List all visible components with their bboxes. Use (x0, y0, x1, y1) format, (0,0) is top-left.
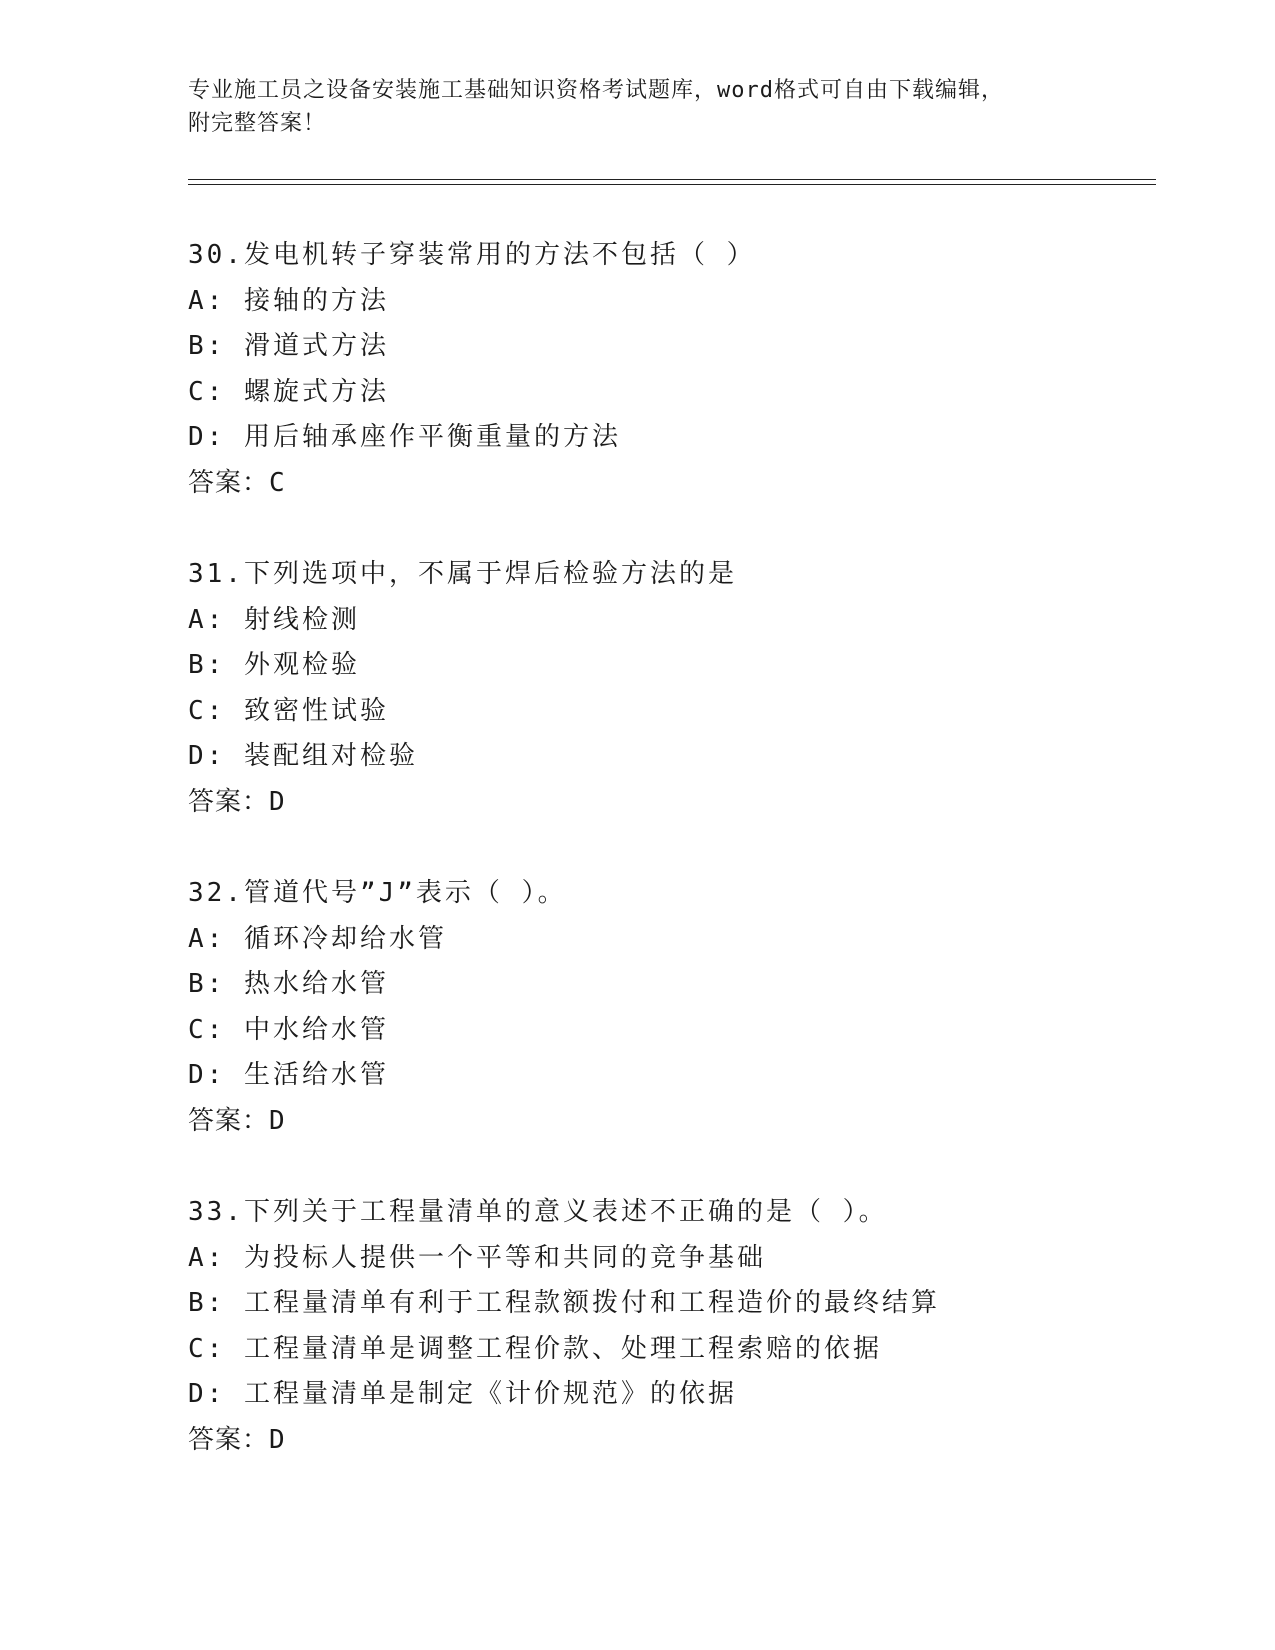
answer-line (188, 461, 1156, 507)
option-a: A: 循环冷却给水管 (188, 923, 447, 954)
option-c: C: 致密性试验 (188, 695, 389, 726)
question-block (188, 552, 1156, 825)
option-a: A: 接轴的方法 (188, 285, 389, 316)
answer-value: C (269, 467, 286, 498)
question-block (188, 871, 1156, 1144)
option-d: D: 用后轴承座作平衡重量的方法 (188, 422, 621, 452)
question-block (188, 233, 1156, 506)
option-d: D: 工程量清单是制定《计价规范》的依据 (188, 1379, 737, 1409)
option-b: B: 外观检验 (188, 650, 360, 680)
question-stem: 31.下列选项中，不属于焊后检验方法的是 (188, 559, 737, 589)
answer-value: D (269, 1424, 286, 1455)
option-b: B: 滑道式方法 (188, 331, 389, 361)
answer-label: 答案： (188, 786, 270, 817)
header-line-2: 附完整答案！ (188, 111, 327, 136)
answer-line (188, 1099, 1156, 1145)
header-line-1: 专业施工员之设备安装施工基础知识资格考试题库，word格式可自由下载编辑， (188, 78, 1004, 103)
question-block (188, 1190, 1156, 1463)
question-stem: 32.管道代号”J”表示（ ）。 (188, 878, 567, 908)
option-c: C: 中水给水管 (188, 1014, 389, 1045)
answer-label: 答案： (188, 1105, 270, 1136)
option-b: B: 热水给水管 (188, 969, 389, 999)
answer-line (188, 780, 1156, 826)
answer-value: D (269, 1105, 286, 1136)
question-stem: 30.发电机转子穿装常用的方法不包括（ ） (188, 240, 756, 270)
answer-label: 答案： (188, 467, 270, 498)
option-a: A: 为投标人提供一个平等和共同的竞争基础 (188, 1242, 766, 1273)
header-divider-top (188, 179, 1156, 180)
answer-line (188, 1418, 1156, 1464)
option-d: D: 装配组对检验 (188, 741, 418, 771)
question-stem: 33.下列关于工程量清单的意义表述不正确的是（ ）。 (188, 1197, 888, 1227)
option-c: C: 工程量清单是调整工程价款、处理工程索赔的依据 (188, 1333, 882, 1364)
option-a: A: 射线检测 (188, 604, 360, 635)
option-d: D: 生活给水管 (188, 1060, 389, 1090)
header-divider-bottom (188, 184, 1156, 185)
option-b: B: 工程量清单有利于工程款额拨付和工程造价的最终结算 (188, 1288, 940, 1318)
document-header (188, 74, 1088, 140)
option-c: C: 螺旋式方法 (188, 376, 389, 407)
answer-value: D (269, 786, 286, 817)
answer-label: 答案： (188, 1424, 270, 1455)
